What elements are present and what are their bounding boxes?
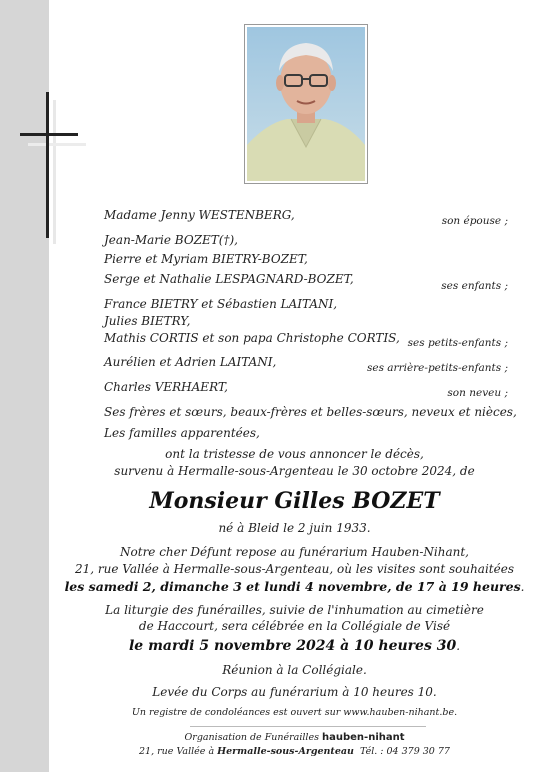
visits-line [49,579,540,594]
visits-dates: les samedi 2, dimanche 3 et lundi 4 novembre, de 17 à 19 heures [64,579,521,594]
liturgy-line-2: de Haccourt, sera célébrée en la Collégiale de Visé [138,619,451,633]
relation-spouse: son épouse ; [441,215,508,227]
footer-org-line [49,732,540,743]
cross-shadow-vertical [53,100,56,244]
family-line-7: Mathis CORTIS et son papa Christophe CORTIS, [104,331,400,345]
ceremony-date: le mardi 5 novembre 2024 à 10 heures 30 [128,638,457,654]
relation-great-grandchildren: ses arrière-petits-enfants ; [366,362,508,374]
footer-divider [190,726,426,727]
footer-org: Organisation de Funérailles [184,732,319,743]
footer-address-prefix: 21, rue Vallée à [139,746,215,757]
birth-line: né à Bleid le 2 juin 1933. [218,521,371,535]
ceremony-date-dot: . [456,639,461,653]
family-line-5: France BIETRY et Sébastien LAITANI, [104,297,338,311]
rest-line-2: 21, rue Vallée à Hermalle-sous-Argenteau, où les visites sont souhaitées [75,562,514,576]
family-line-4: Serge et Nathalie LESPAGNARD-BOZET, [104,272,354,286]
portrait-photo [244,24,368,184]
meeting-line: Réunion à la Collégiale. [222,663,367,677]
family-line-9: Charles VERHAERT, [104,380,228,394]
family-line-3: Pierre et Myriam BIETRY-BOZET, [104,252,308,266]
ceremony-date-line [49,638,540,654]
cross-icon-vertical [46,92,49,238]
family-line-1: Madame Jenny WESTENBERG, [104,208,295,222]
relation-nephew: son neveu ; [447,387,508,399]
registry-line: Un registre de condoléances est ouvert sur www.hauben-nihant.be. [131,707,458,718]
deceased-name: Monsieur Gilles BOZET [149,488,440,514]
footer-address-line [49,746,540,757]
levee-line: Levée du Corps au funérarium à 10 heures 10. [152,685,437,699]
liturgy-line-1: La liturgie des funérailles, suivie de l'inhumation au cimetière [105,603,484,617]
left-decorative-band [0,0,49,772]
announce-line-1: ont la tristesse de vous annoncer le décès, [165,447,424,461]
portrait-image [247,27,365,181]
footer-phone: Tél. : 04 379 30 77 [359,746,450,757]
rest-line-1: Notre cher Défunt repose au funérarium Hauben-Nihant, [120,545,469,559]
family-line-11: Les familles apparentées, [104,426,260,440]
brand-logo: hauben-nihant [322,732,405,743]
relation-grandchildren: ses petits-enfants ; [407,337,508,349]
footer-city: Hermalle-sous-Argenteau [217,746,354,757]
cross-shadow-horizontal [28,143,86,146]
relation-children: ses enfants ; [441,280,508,292]
family-line-8: Aurélien et Adrien LAITANI, [104,355,277,369]
family-line-2: Jean-Marie BOZET(†), [104,233,238,247]
cross-icon-horizontal [20,133,78,136]
announce-line-2: survenu à Hermalle-sous-Argenteau le 30 octobre 2024, de [114,464,475,478]
family-line-10: Ses frères et sœurs, beaux-frères et belles-sœurs, neveux et nièces, [104,405,517,419]
visits-dot: . [520,580,525,594]
family-line-6: Julies BIETRY, [104,314,191,328]
